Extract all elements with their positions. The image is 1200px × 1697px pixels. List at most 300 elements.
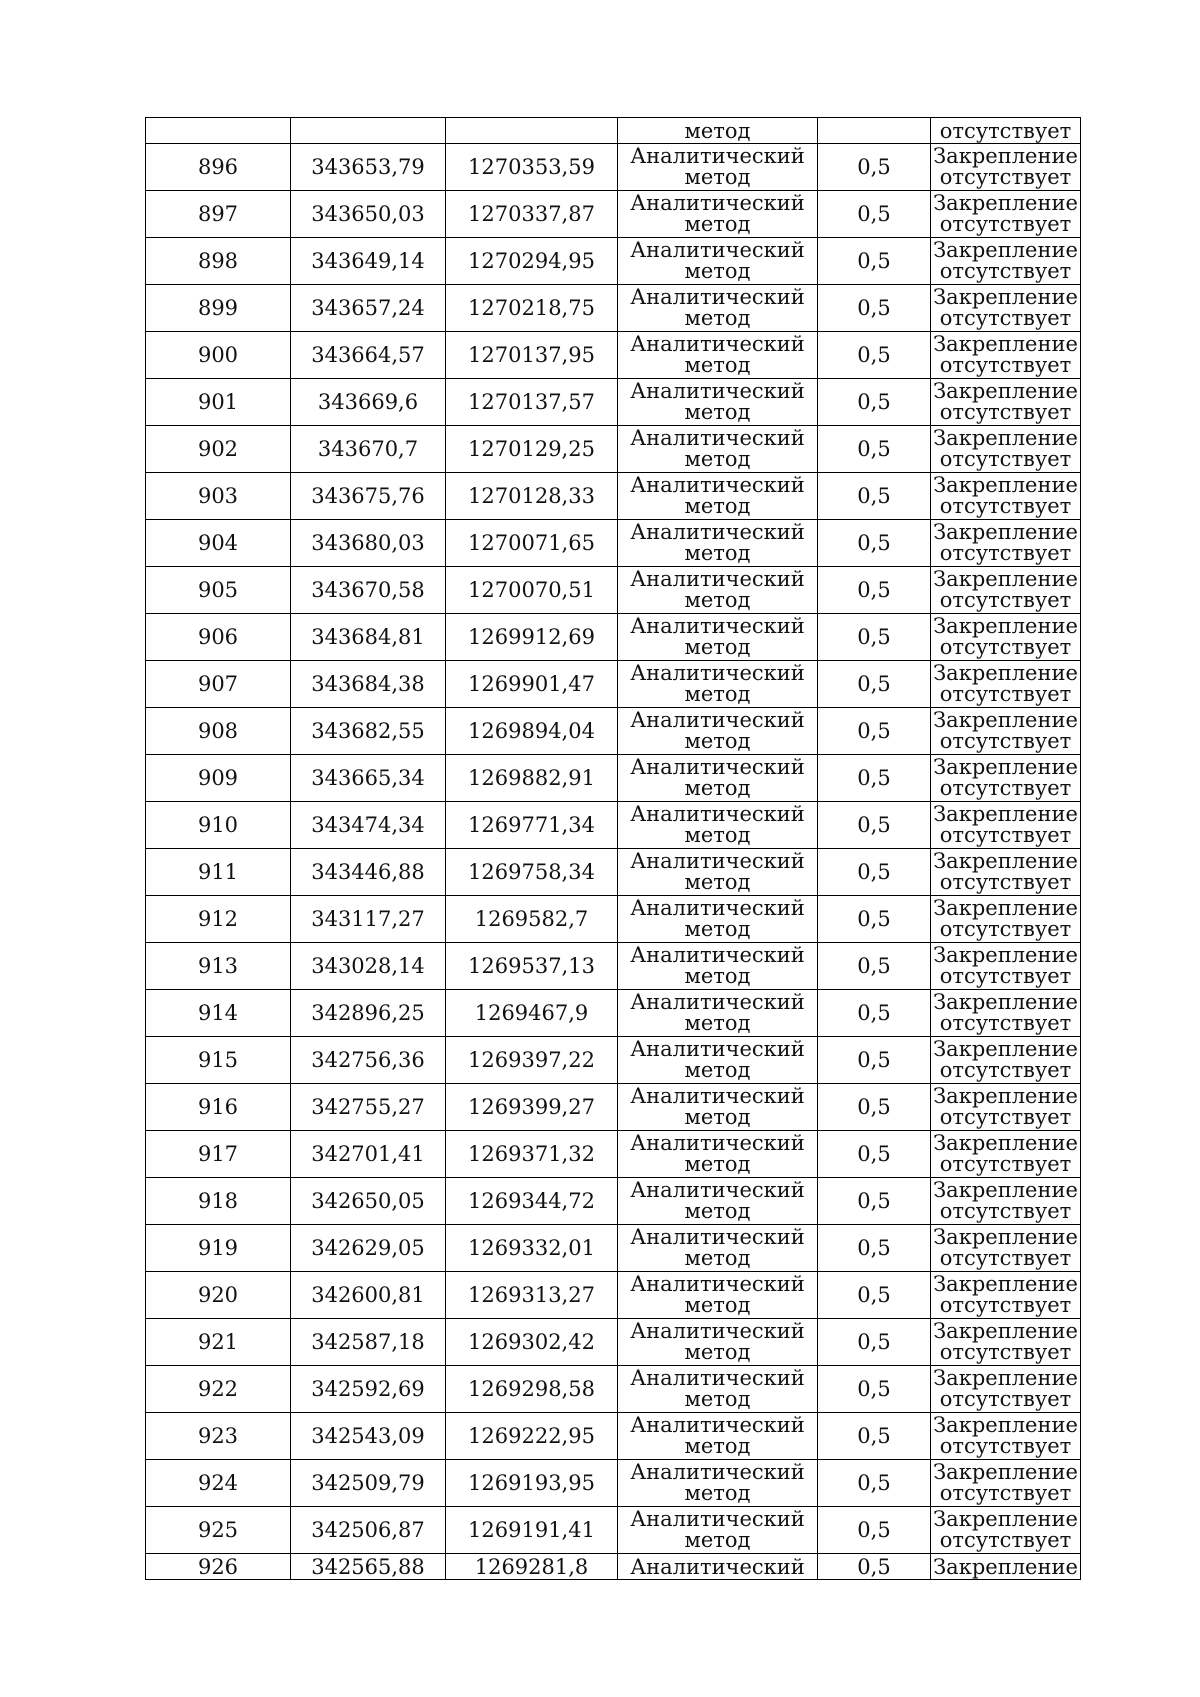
cell-point-number: 916 [146,1084,291,1131]
cell-accuracy: 0,5 [818,1037,931,1084]
cell-point-number: 914 [146,990,291,1037]
cell-method [618,1319,818,1366]
cell-fixation-line-2: отсутствует [939,964,1072,988]
cell-method [618,1178,818,1225]
cell-fixation-line-2: отсутствует [939,823,1072,847]
cell-fixation-line-2: отсутствует [939,870,1072,894]
cell-fixation [931,1272,1081,1319]
cell-fixation-line-2: отсутствует [939,776,1072,800]
cell-method-line-2: метод [684,400,751,424]
cell-method-line-2: метод [684,917,751,941]
cell-accuracy: 0,5 [818,1272,931,1319]
cell-method-line-2: метод [684,729,751,753]
cell-point-number: 906 [146,614,291,661]
cell-fixation-line-1: Закрепление [933,238,1078,262]
cell-point-number: 910 [146,802,291,849]
cell-method-line-1: Аналитический [630,661,805,685]
cell-method [618,1413,818,1460]
cell-accuracy: 0,5 [818,990,931,1037]
cell-fixation [931,144,1081,191]
cell-method [618,144,818,191]
cell-x-coordinate: 343650,03 [291,191,446,238]
table-row [146,1272,1081,1319]
cell-fixation-line-1: Закрепление [933,1037,1078,1061]
cell-fixation-line-1: Закрепление [933,1507,1078,1531]
cell-method-line-1: Аналитический [630,567,805,591]
cell-method-line-1: Аналитический [630,1366,805,1390]
cell-fixation-line-2: отсутствует [939,917,1072,941]
table-row [146,708,1081,755]
cell-fixation [931,426,1081,473]
cell-y-coordinate [446,118,618,144]
table-row [146,285,1081,332]
cell-method-line-2: метод [684,494,751,518]
cell-point-number: 918 [146,1178,291,1225]
cell-accuracy: 0,5 [818,1319,931,1366]
table-row [146,473,1081,520]
cell-x-coordinate: 342629,05 [291,1225,446,1272]
cell-point-number: 900 [146,332,291,379]
table-row [146,1037,1081,1084]
cell-method-line-2: метод [684,1387,751,1411]
cell-fixation-line-2: отсутствует [939,1199,1072,1223]
cell-fixation [931,1225,1081,1272]
cell-x-coordinate: 343684,81 [291,614,446,661]
cell-x-coordinate: 342587,18 [291,1319,446,1366]
cell-fixation-line-2: отсутствует [939,306,1072,330]
cell-fixation-line-2: отсутствует [939,1340,1072,1364]
cell-y-coordinate: 1270353,59 [446,144,618,191]
cell-point-number: 905 [146,567,291,614]
cell-method [618,1366,818,1413]
cell-fixation [931,708,1081,755]
cell-method [618,1131,818,1178]
cell-method: метод [618,118,818,144]
cell-method-line-2: метод [684,870,751,894]
cell-y-coordinate: 1269397,22 [446,1037,618,1084]
cell-fixation-line-1: Закрепление [933,144,1078,168]
cell-method [618,238,818,285]
cell-fixation-line-1: Закрепление [933,191,1078,215]
cell-fixation-line-2: отсутствует [939,447,1072,471]
table-row [146,1225,1081,1272]
cell-fixation [931,1460,1081,1507]
cell-y-coordinate: 1269191,41 [446,1507,618,1554]
cell-y-coordinate: 1270137,57 [446,379,618,426]
cell-fixation [931,943,1081,990]
cell-y-coordinate: 1270129,25 [446,426,618,473]
cell-fixation-line-1: Закрепление [933,990,1078,1014]
table-row [146,144,1081,191]
cell-method-line-2: метод [684,1340,751,1364]
cell-point-number: 924 [146,1460,291,1507]
cell-x-coordinate: 342755,27 [291,1084,446,1131]
cell-point-number: 908 [146,708,291,755]
cell-fixation-line-1: Закрепление [933,332,1078,356]
cell-y-coordinate: 1270337,87 [446,191,618,238]
cell-fixation-line-2: отсутствует [939,1481,1072,1505]
cell-fixation-line-1: Закрепление [933,1178,1078,1202]
cell-point-number: 919 [146,1225,291,1272]
cell-method-line-1: Аналитический [630,802,805,826]
cell-fixation [931,849,1081,896]
cell-accuracy: 0,5 [818,238,931,285]
cell-method-line-1: Аналитический [630,1225,805,1249]
cell-accuracy: 0,5 [818,896,931,943]
cell-fixation-line-1: Закрепление [933,1084,1078,1108]
cell-x-coordinate: 343670,7 [291,426,446,473]
cell-method [618,802,818,849]
cell-method [618,896,818,943]
cell-x-coordinate: 343670,58 [291,567,446,614]
cell-point-number: 915 [146,1037,291,1084]
table-row [146,332,1081,379]
cell-fixation-line-1: Закрепление [933,896,1078,920]
cell-fixation-line-2: отсутствует [939,494,1072,518]
cell-fixation: отсутствует [931,118,1081,144]
cell-method-line-1: Аналитический [630,379,805,403]
table-row [146,943,1081,990]
cell-x-coordinate: 343680,03 [291,520,446,567]
table-row [146,614,1081,661]
cell-method-line-2: метод [684,1011,751,1035]
cell-x-coordinate: 343653,79 [291,144,446,191]
cell-y-coordinate: 1269399,27 [446,1084,618,1131]
cell-method-line-2: метод [684,1528,751,1552]
cell-method [618,473,818,520]
cell-y-coordinate: 1269281,8 [446,1554,618,1580]
cell-fixation-line-2: отсутствует [939,1011,1072,1035]
cell-fixation: Закрепление [931,1554,1081,1580]
cell-accuracy: 0,5 [818,708,931,755]
cell-point-number: 902 [146,426,291,473]
table-row [146,1460,1081,1507]
table-row [146,896,1081,943]
cell-method-line-1: Аналитический [630,755,805,779]
cell-fixation [931,755,1081,802]
cell-fixation-line-2: отсутствует [939,1105,1072,1129]
cell-fixation-line-1: Закрепление [933,567,1078,591]
table-row [146,379,1081,426]
cell-method-line-2: метод [684,306,751,330]
cell-fixation [931,238,1081,285]
cell-fixation [931,520,1081,567]
cell-y-coordinate: 1270137,95 [446,332,618,379]
cell-x-coordinate: 343669,6 [291,379,446,426]
cell-fixation-line-2: отсутствует [939,212,1072,236]
cell-y-coordinate: 1269901,47 [446,661,618,708]
cell-method-line-1: Аналитический [630,1319,805,1343]
cell-method [618,614,818,661]
cell-accuracy: 0,5 [818,332,931,379]
cell-y-coordinate: 1269344,72 [446,1178,618,1225]
cell-point-number: 899 [146,285,291,332]
cell-point-number: 923 [146,1413,291,1460]
cell-point-number: 904 [146,520,291,567]
cell-fixation-line-1: Закрепление [933,426,1078,450]
cell-accuracy: 0,5 [818,1554,931,1580]
cell-fixation-line-2: отсутствует [939,729,1072,753]
cell-fixation-line-1: Закрепление [933,755,1078,779]
cell-x-coordinate: 342506,87 [291,1507,446,1554]
cell-y-coordinate: 1270071,65 [446,520,618,567]
cell-y-coordinate: 1269912,69 [446,614,618,661]
cell-method-line-1: Аналитический [630,191,805,215]
cell-y-coordinate: 1269582,7 [446,896,618,943]
table-body [146,118,1081,1580]
cell-fixation-line-1: Закрепление [933,943,1078,967]
cell-x-coordinate: 343446,88 [291,849,446,896]
cell-method [618,191,818,238]
table-row [146,1178,1081,1225]
cell-method-line-1: Аналитический [630,1460,805,1484]
table-row-partial [146,1554,1081,1580]
cell-fixation [931,1507,1081,1554]
cell-method [618,755,818,802]
cell-fixation-line-1: Закрепление [933,473,1078,497]
cell-fixation-line-1: Закрепление [933,849,1078,873]
cell-point-number: 903 [146,473,291,520]
cell-fixation [931,1366,1081,1413]
cell-fixation [931,285,1081,332]
cell-x-coordinate: 342600,81 [291,1272,446,1319]
cell-fixation-line-2: отсутствует [939,400,1072,424]
cell-y-coordinate: 1269371,32 [446,1131,618,1178]
cell-x-coordinate: 343028,14 [291,943,446,990]
cell-accuracy: 0,5 [818,1178,931,1225]
cell-method [618,849,818,896]
cell-fixation-line-1: Закрепление [933,1225,1078,1249]
cell-point-number [146,118,291,144]
cell-point-number: 920 [146,1272,291,1319]
cell-fixation-line-1: Закрепление [933,520,1078,544]
table-row [146,990,1081,1037]
cell-method-line-1: Аналитический [630,1178,805,1202]
cell-fixation [931,990,1081,1037]
cell-accuracy: 0,5 [818,285,931,332]
cell-y-coordinate: 1269771,34 [446,802,618,849]
cell-y-coordinate: 1270294,95 [446,238,618,285]
cell-method-line-2: метод [684,1058,751,1082]
cell-point-number: 898 [146,238,291,285]
cell-x-coordinate: 343474,34 [291,802,446,849]
cell-method-line-2: метод [684,1293,751,1317]
cell-fixation-line-2: отсутствует [939,635,1072,659]
cell-fixation-line-2: отсутствует [939,1528,1072,1552]
cell-point-number: 911 [146,849,291,896]
cell-x-coordinate: 342565,88 [291,1554,446,1580]
cell-fixation-line-1: Закрепление [933,614,1078,638]
cell-fixation-line-1: Закрепление [933,1131,1078,1155]
cell-accuracy: 0,5 [818,567,931,614]
cell-method [618,379,818,426]
table-row [146,520,1081,567]
cell-method-line-1: Аналитический [630,1131,805,1155]
cell-y-coordinate: 1270218,75 [446,285,618,332]
cell-y-coordinate: 1269222,95 [446,1413,618,1460]
cell-method-line-1: Аналитический [630,520,805,544]
cell-method-line-2: метод [684,1199,751,1223]
table-row [146,1084,1081,1131]
cell-method-line-2: метод [684,212,751,236]
table-row [146,1131,1081,1178]
cell-method-line-1: Аналитический [630,849,805,873]
cell-method-line-1: Аналитический [630,1037,805,1061]
cell-y-coordinate: 1269302,42 [446,1319,618,1366]
cell-fixation-line-1: Закрепление [933,1460,1078,1484]
cell-x-coordinate: 342650,05 [291,1178,446,1225]
cell-accuracy: 0,5 [818,191,931,238]
table-row [146,661,1081,708]
cell-fixation-line-2: отсутствует [939,1387,1072,1411]
cell-accuracy: 0,5 [818,755,931,802]
cell-fixation-line-1: Закрепление [933,379,1078,403]
cell-accuracy: 0,5 [818,1225,931,1272]
cell-fixation [931,1413,1081,1460]
cell-method-line-1: Аналитический [630,614,805,638]
cell-method-line-2: метод [684,776,751,800]
cell-method [618,520,818,567]
cell-method-line-2: метод [684,259,751,283]
cell-y-coordinate: 1270128,33 [446,473,618,520]
cell-method [618,1225,818,1272]
cell-y-coordinate: 1269467,9 [446,990,618,1037]
cell-fixation [931,567,1081,614]
cell-method-line-1: Аналитический [630,896,805,920]
cell-fixation-line-2: отсутствует [939,541,1072,565]
cell-method-line-1: Аналитический [630,238,805,262]
table-row [146,426,1081,473]
cell-method-line-1: Аналитический [630,1507,805,1531]
table-row [146,238,1081,285]
cell-accuracy: 0,5 [818,1366,931,1413]
cell-method-line-1: Аналитический [630,332,805,356]
table-row [146,1413,1081,1460]
cell-method [618,1272,818,1319]
cell-accuracy: 0,5 [818,1413,931,1460]
cell-method-line-1: Аналитический [630,1084,805,1108]
cell-x-coordinate: 343675,76 [291,473,446,520]
cell-fixation-line-1: Закрепление [933,661,1078,685]
cell-fixation-line-1: Закрепление [933,1413,1078,1437]
cell-point-number: 896 [146,144,291,191]
cell-accuracy: 0,5 [818,1131,931,1178]
cell-x-coordinate: 343649,14 [291,238,446,285]
cell-fixation-line-1: Закрепление [933,1272,1078,1296]
cell-point-number: 925 [146,1507,291,1554]
cell-fixation-line-2: отсутствует [939,353,1072,377]
cell-fixation-line-2: отсутствует [939,1152,1072,1176]
cell-method [618,708,818,755]
cell-x-coordinate [291,118,446,144]
cell-method-line-2: метод [684,353,751,377]
cell-method-line-1: Аналитический [630,943,805,967]
cell-method [618,567,818,614]
cell-method-line-2: метод [684,964,751,988]
cell-accuracy: 0,5 [818,520,931,567]
cell-method [618,1084,818,1131]
cell-method-line-2: метод [684,823,751,847]
cell-fixation-line-2: отсутствует [939,165,1072,189]
cell-x-coordinate: 342592,69 [291,1366,446,1413]
cell-y-coordinate: 1269758,34 [446,849,618,896]
cell-accuracy: 0,5 [818,473,931,520]
cell-y-coordinate: 1270070,51 [446,567,618,614]
cell-method-line-1: Аналитический [630,426,805,450]
table-row [146,1366,1081,1413]
cell-fixation [931,1319,1081,1366]
cell-x-coordinate: 343657,24 [291,285,446,332]
cell-method-line-1: Аналитический [630,1272,805,1296]
cell-fixation-line-2: отсутствует [939,1058,1072,1082]
cell-method-line-2: метод [684,1246,751,1270]
cell-fixation [931,661,1081,708]
cell-fixation-line-2: отсутствует [939,1293,1072,1317]
cell-method-line-2: метод [684,635,751,659]
cell-x-coordinate: 343664,57 [291,332,446,379]
cell-fixation-line-1: Закрепление [933,708,1078,732]
table-row [146,567,1081,614]
cell-accuracy [818,118,931,144]
cell-x-coordinate: 342896,25 [291,990,446,1037]
cell-point-number: 913 [146,943,291,990]
cell-method-line-1: Аналитический [630,473,805,497]
cell-method-line-1: Аналитический [630,990,805,1014]
table-row [146,1319,1081,1366]
cell-accuracy: 0,5 [818,943,931,990]
cell-x-coordinate: 343117,27 [291,896,446,943]
cell-method-line-1: Аналитический [630,285,805,309]
cell-accuracy: 0,5 [818,1460,931,1507]
cell-point-number: 922 [146,1366,291,1413]
cell-method-line-1: Аналитический [630,144,805,168]
table-row [146,755,1081,802]
cell-fixation-line-1: Закрепление [933,1366,1078,1390]
cell-accuracy: 0,5 [818,802,931,849]
cell-y-coordinate: 1269894,04 [446,708,618,755]
cell-x-coordinate: 342756,36 [291,1037,446,1084]
table-row [146,1507,1081,1554]
cell-x-coordinate: 343684,38 [291,661,446,708]
cell-x-coordinate: 343665,34 [291,755,446,802]
cell-y-coordinate: 1269313,27 [446,1272,618,1319]
cell-fixation [931,614,1081,661]
cell-fixation [931,896,1081,943]
cell-y-coordinate: 1269882,91 [446,755,618,802]
cell-fixation [931,1084,1081,1131]
table-row-continuation [146,118,1081,144]
coordinates-table [145,117,1081,1580]
cell-accuracy: 0,5 [818,1507,931,1554]
cell-fixation [931,473,1081,520]
cell-fixation [931,1131,1081,1178]
cell-fixation [931,802,1081,849]
cell-point-number: 897 [146,191,291,238]
cell-accuracy: 0,5 [818,144,931,191]
cell-y-coordinate: 1269537,13 [446,943,618,990]
cell-method-line-2: метод [684,165,751,189]
cell-point-number: 912 [146,896,291,943]
cell-method-line-1: Аналитический [630,1413,805,1437]
cell-point-number: 907 [146,661,291,708]
cell-fixation-line-2: отсутствует [939,1246,1072,1270]
cell-point-number: 921 [146,1319,291,1366]
cell-fixation-line-2: отсутствует [939,259,1072,283]
cell-fixation-line-1: Закрепление [933,802,1078,826]
cell-method-line-2: метод [684,1434,751,1458]
table-row [146,191,1081,238]
cell-fixation-line-1: Закрепление [933,285,1078,309]
